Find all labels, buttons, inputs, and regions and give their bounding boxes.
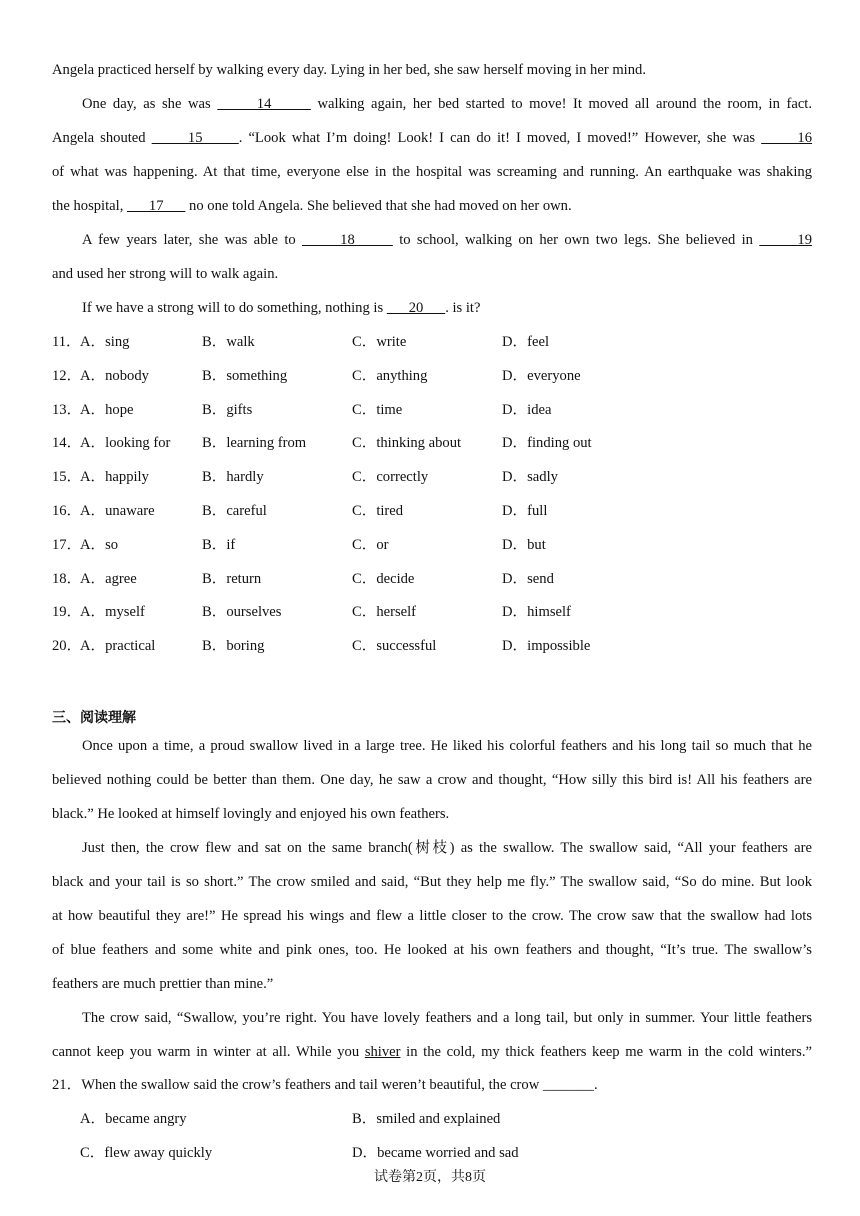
question-row bbox=[52, 366, 812, 386]
question-number: 11． bbox=[52, 334, 81, 350]
passage-line: believed nothing could be better than them. One day, he saw a crow and thought, “How silly this bird is! All his feathers are bbox=[52, 772, 812, 788]
option-b[interactable]: B．hardly bbox=[202, 469, 264, 486]
question-row bbox=[52, 467, 812, 487]
passage-line: black and your tail is so short.” The crow smiled and said, “But they help me fly.” The swallow said, “So do mine. But look bbox=[52, 874, 812, 890]
text: If we have a strong will to do something, nothing is bbox=[82, 300, 387, 316]
option-c[interactable]: C．or bbox=[352, 536, 389, 553]
option-d[interactable]: D．but bbox=[502, 536, 546, 553]
question-number: 19． bbox=[52, 604, 82, 621]
text: . “Look what I’m doing! Look! I can do it! I moved, I moved!” However, she was bbox=[238, 130, 762, 146]
option-a[interactable]: A．looking for bbox=[80, 435, 171, 452]
option-a[interactable]: A．unaware bbox=[80, 503, 155, 519]
text: . is it? bbox=[445, 300, 481, 316]
passage-line: feathers are much prettier than mine.” bbox=[52, 976, 274, 992]
option-d[interactable]: D．impossible bbox=[502, 638, 591, 655]
text: One day, as she was bbox=[82, 96, 218, 112]
text: to school, walking on her own two legs. She believed in bbox=[392, 232, 760, 248]
option-c[interactable]: C．decide bbox=[352, 570, 415, 587]
passage-line bbox=[52, 298, 812, 318]
question-number: 13． bbox=[52, 401, 82, 418]
option-a[interactable]: A．nobody bbox=[80, 367, 149, 384]
option-d[interactable]: D．finding out bbox=[502, 435, 592, 452]
option-a[interactable]: A．practical bbox=[80, 638, 156, 655]
passage-line: of what was happening. At that time, everyone else in the hospital was screaming and running. An earthquake was shaking bbox=[52, 164, 812, 180]
option-b[interactable]: B．boring bbox=[202, 638, 265, 655]
question-number: 16． bbox=[52, 503, 82, 519]
question-row bbox=[52, 535, 812, 555]
passage-line: of blue feathers and some white and pink ones, too. He looked at his own feathers and thought, “It’s true. The swallow’s bbox=[52, 942, 812, 958]
section-heading: 三、阅读理解 bbox=[52, 710, 136, 726]
option-b[interactable]: B．if bbox=[202, 536, 236, 553]
option-a[interactable]: A．happily bbox=[80, 469, 149, 486]
text: cannot keep you warm in winter at all. While you bbox=[52, 1044, 365, 1060]
passage-line: at how beautiful they are!” He spread his wings and flew a little closer to the crow. The crow saw that the swallow had lots bbox=[52, 908, 812, 924]
q21-option-c[interactable]: C．flew away quickly bbox=[80, 1145, 213, 1161]
blank-20: 20 bbox=[386, 300, 446, 316]
option-c[interactable]: C．herself bbox=[352, 604, 417, 621]
option-d[interactable]: D．everyone bbox=[502, 367, 581, 384]
passage-line bbox=[52, 1042, 812, 1062]
question-row bbox=[52, 501, 812, 521]
option-a[interactable]: A．myself bbox=[80, 604, 145, 621]
option-a[interactable]: A．agree bbox=[80, 570, 137, 587]
passage-line: and used her strong will to walk again. bbox=[52, 266, 279, 282]
blank-15: 15 bbox=[151, 130, 239, 146]
question-row bbox=[52, 602, 812, 622]
question-row bbox=[52, 400, 812, 420]
question-row bbox=[52, 433, 812, 453]
text: Angela shouted bbox=[52, 130, 152, 146]
q21-option-d[interactable]: D．became worried and sad bbox=[352, 1145, 519, 1161]
option-b[interactable]: B．something bbox=[202, 367, 288, 384]
question-number: 12． bbox=[52, 367, 82, 384]
passage-line: The crow said, “Swallow, you’re right. You have lovely feathers and a long tail, but only in summer. Your little feathers bbox=[82, 1010, 812, 1026]
option-c[interactable]: C．write bbox=[352, 334, 407, 350]
blank-19: 19 bbox=[759, 232, 813, 248]
option-a[interactable]: A．sing bbox=[80, 334, 130, 350]
question-number: 14． bbox=[52, 435, 82, 452]
option-a[interactable]: A．so bbox=[80, 536, 119, 553]
option-d[interactable]: D．feel bbox=[502, 334, 550, 350]
blank-14: 14 bbox=[217, 96, 311, 112]
blank-17: 17 bbox=[127, 198, 186, 214]
passage-line bbox=[52, 230, 812, 250]
option-c[interactable]: C．time bbox=[352, 401, 403, 418]
page-footer: 试卷第2页，共8页 bbox=[374, 1170, 486, 1185]
passage-line: Once upon a time, a proud swallow lived in a large tree. He liked his colorful feathers and his long tail so much that he bbox=[82, 738, 812, 754]
text: A few years later, she was able to bbox=[82, 232, 303, 248]
option-b[interactable]: B．ourselves bbox=[202, 604, 282, 621]
passage-line: Just then, the crow flew and sat on the same branch(树枝) as the swallow. The swallow said, “All your feathers are bbox=[82, 840, 812, 856]
option-b[interactable]: B．walk bbox=[202, 334, 255, 350]
option-c[interactable]: C．correctly bbox=[352, 469, 429, 486]
passage-line bbox=[52, 128, 812, 148]
question-21-stem: 21．When the swallow said the crow’s feathers and tail weren’t beautiful, the crow _______. bbox=[52, 1077, 598, 1093]
text: in the cold, my thick feathers keep me warm in the cold winters.” bbox=[400, 1044, 812, 1060]
text: the hospital, bbox=[52, 198, 127, 214]
text: walking again, her bed started to move! It moved all around the room, in fact. bbox=[310, 96, 812, 112]
question-number: 15． bbox=[52, 469, 82, 486]
option-a[interactable]: A．hope bbox=[80, 401, 134, 418]
blank-16: 16 bbox=[761, 130, 813, 146]
q21-option-b[interactable]: B．smiled and explained bbox=[352, 1111, 501, 1127]
option-b[interactable]: B．learning from bbox=[202, 435, 307, 452]
passage-line: black.” He looked at himself lovingly and enjoyed his own feathers. bbox=[52, 806, 450, 822]
option-d[interactable]: D．full bbox=[502, 503, 548, 519]
q21-option-a[interactable]: A．became angry bbox=[80, 1111, 187, 1127]
blank-18: 18 bbox=[302, 232, 393, 248]
question-row bbox=[52, 332, 812, 352]
option-c[interactable]: C．successful bbox=[352, 638, 437, 655]
question-number: 18． bbox=[52, 570, 82, 587]
question-number: 17． bbox=[52, 536, 82, 553]
question-row bbox=[52, 636, 812, 656]
option-d[interactable]: D．send bbox=[502, 570, 554, 587]
option-b[interactable]: B．gifts bbox=[202, 401, 253, 418]
passage-line: Angela practiced herself by walking every day. Lying in her bed, she saw herself moving in her mind. bbox=[52, 62, 646, 78]
underlined-word: shiver bbox=[364, 1044, 401, 1060]
option-c[interactable]: C．anything bbox=[352, 367, 428, 384]
text: no one told Angela. She believed that she had moved on her own. bbox=[185, 198, 572, 214]
passage-line bbox=[52, 196, 812, 216]
option-d[interactable]: D．idea bbox=[502, 401, 552, 418]
option-b[interactable]: B．return bbox=[202, 570, 262, 587]
option-b[interactable]: B．careful bbox=[202, 503, 267, 519]
option-c[interactable]: C．tired bbox=[352, 503, 404, 519]
option-d[interactable]: D．himself bbox=[502, 604, 571, 621]
question-number: 20． bbox=[52, 638, 82, 655]
passage-line bbox=[52, 94, 812, 114]
question-row bbox=[52, 569, 812, 589]
option-c[interactable]: C．thinking about bbox=[352, 435, 462, 452]
option-d[interactable]: D．sadly bbox=[502, 469, 558, 486]
